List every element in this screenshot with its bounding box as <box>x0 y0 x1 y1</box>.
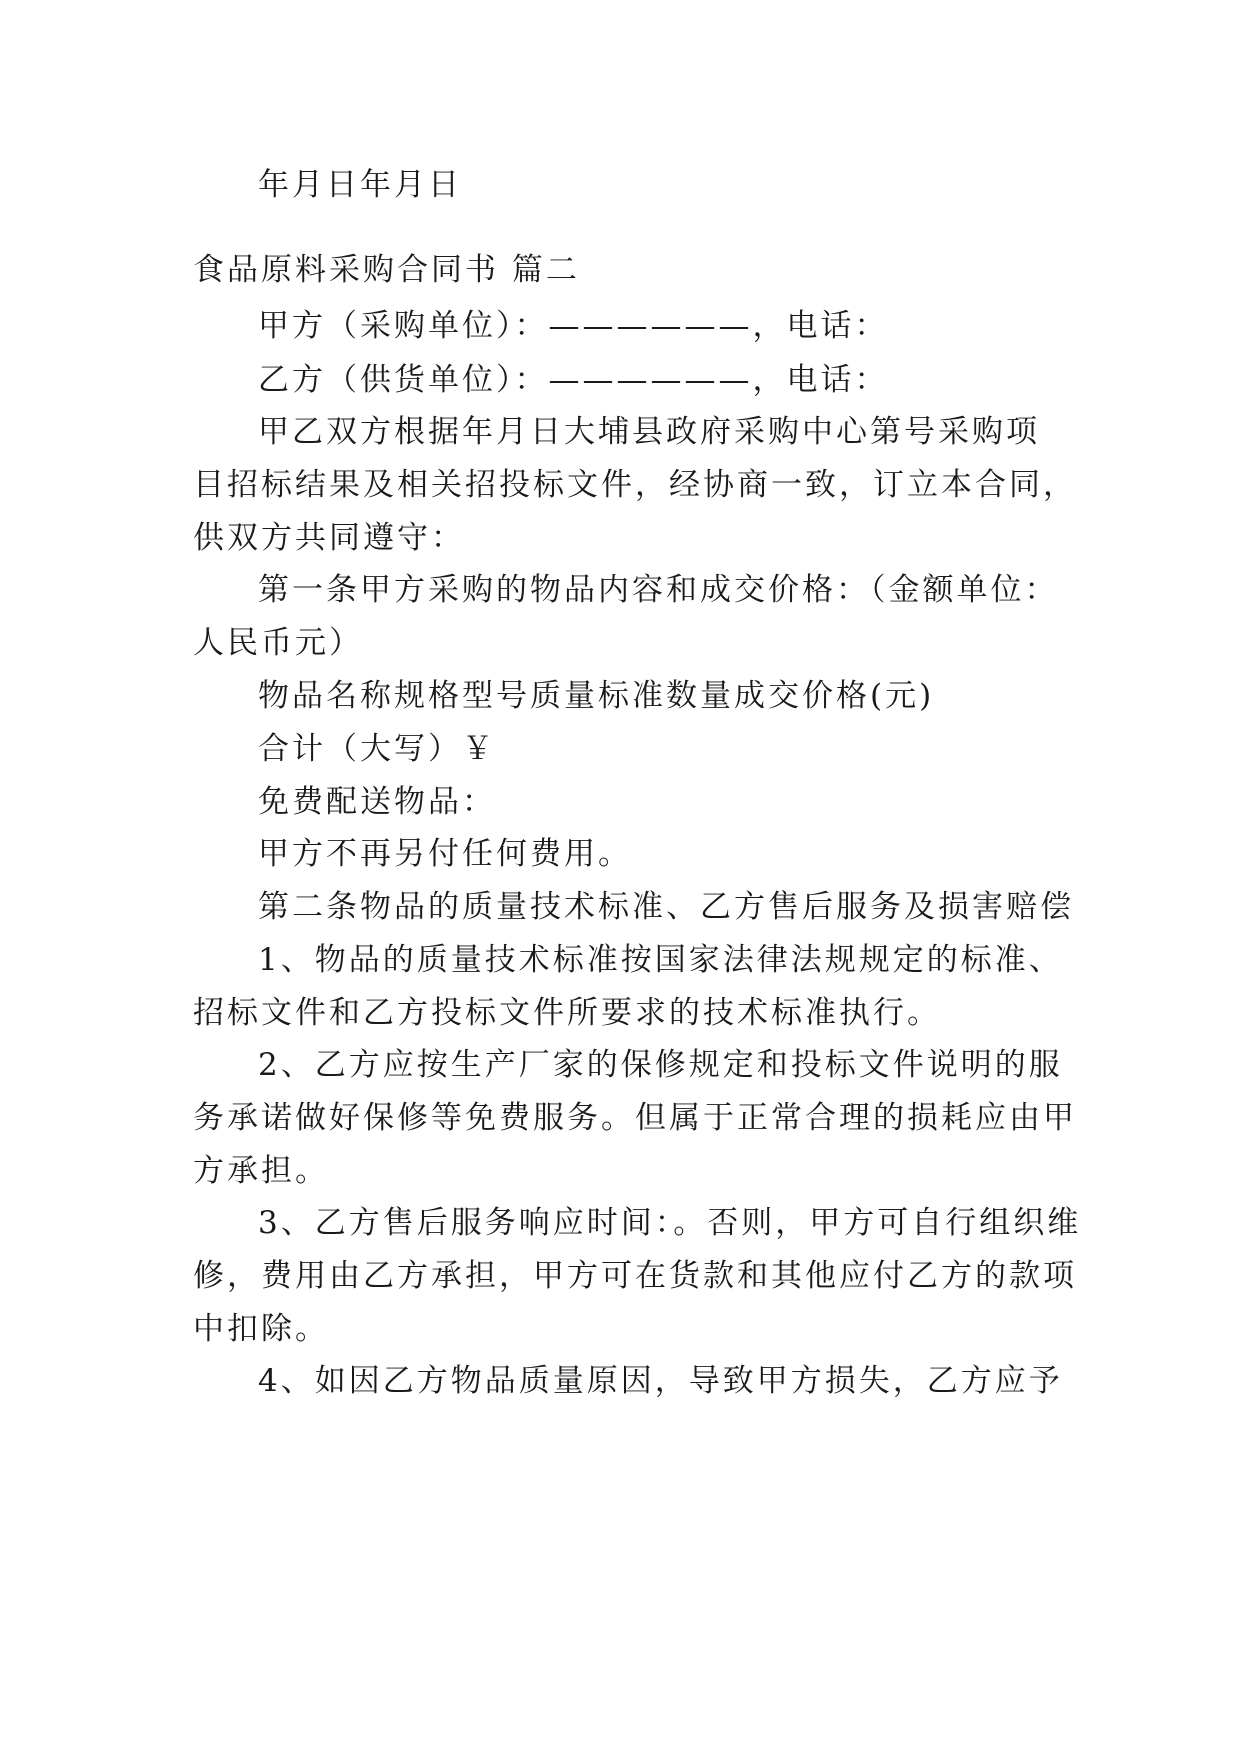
section-title: 食品原料采购合同书 篇二 <box>193 252 580 288</box>
total-line: 合计（大写）￥ <box>258 731 496 767</box>
signature-date-line: 年月日年月日 <box>258 167 462 203</box>
party-a-line: 甲方（采购单位）：——————，电话： <box>258 308 889 344</box>
clause-line: 3、乙方售后服务响应时间：。否则，甲方可自行组织维 <box>258 1205 1082 1241</box>
paragraph-line: 人民币元） <box>193 625 363 661</box>
clause-line: 1、物品的质量技术标准按国家法律法规规定的标准、 <box>258 942 1063 978</box>
paragraph-line: 目招标结果及相关招投标文件，经协商一致，订立本合同， <box>193 467 1077 503</box>
clause-line: 中扣除。 <box>193 1311 329 1347</box>
table-header-line: 物品名称规格型号质量标准数量成交价格(元) <box>258 678 935 714</box>
clause-line: 方承担。 <box>193 1153 329 1189</box>
paragraph-line: 甲方不再另付任何费用。 <box>258 836 632 872</box>
clause-line: 4、如因乙方物品质量原因，导致甲方损失，乙方应予 <box>258 1363 1063 1399</box>
clause-line: 招标文件和乙方投标文件所要求的技术标准执行。 <box>193 995 941 1031</box>
party-b-line: 乙方（供货单位）：——————，电话： <box>258 362 889 398</box>
clause-line: 2、乙方应按生产厂家的保修规定和投标文件说明的服 <box>258 1047 1063 1083</box>
clause-line: 修，费用由乙方承担，甲方可在货款和其他应付乙方的款项 <box>193 1258 1077 1294</box>
article-heading: 第一条甲方采购的物品内容和成交价格：（金额单位： <box>258 572 1059 608</box>
clause-line: 务承诺做好保修等免费服务。但属于正常合理的损耗应由甲 <box>193 1100 1077 1136</box>
paragraph-line: 供双方共同遵守： <box>193 520 465 556</box>
free-delivery-line: 免费配送物品： <box>258 784 496 820</box>
article-heading: 第二条物品的质量技术标准、乙方售后服务及损害赔偿 <box>258 889 1074 925</box>
paragraph-line: 甲乙双方根据年月日大埔县政府采购中心第号采购项 <box>258 414 1040 450</box>
